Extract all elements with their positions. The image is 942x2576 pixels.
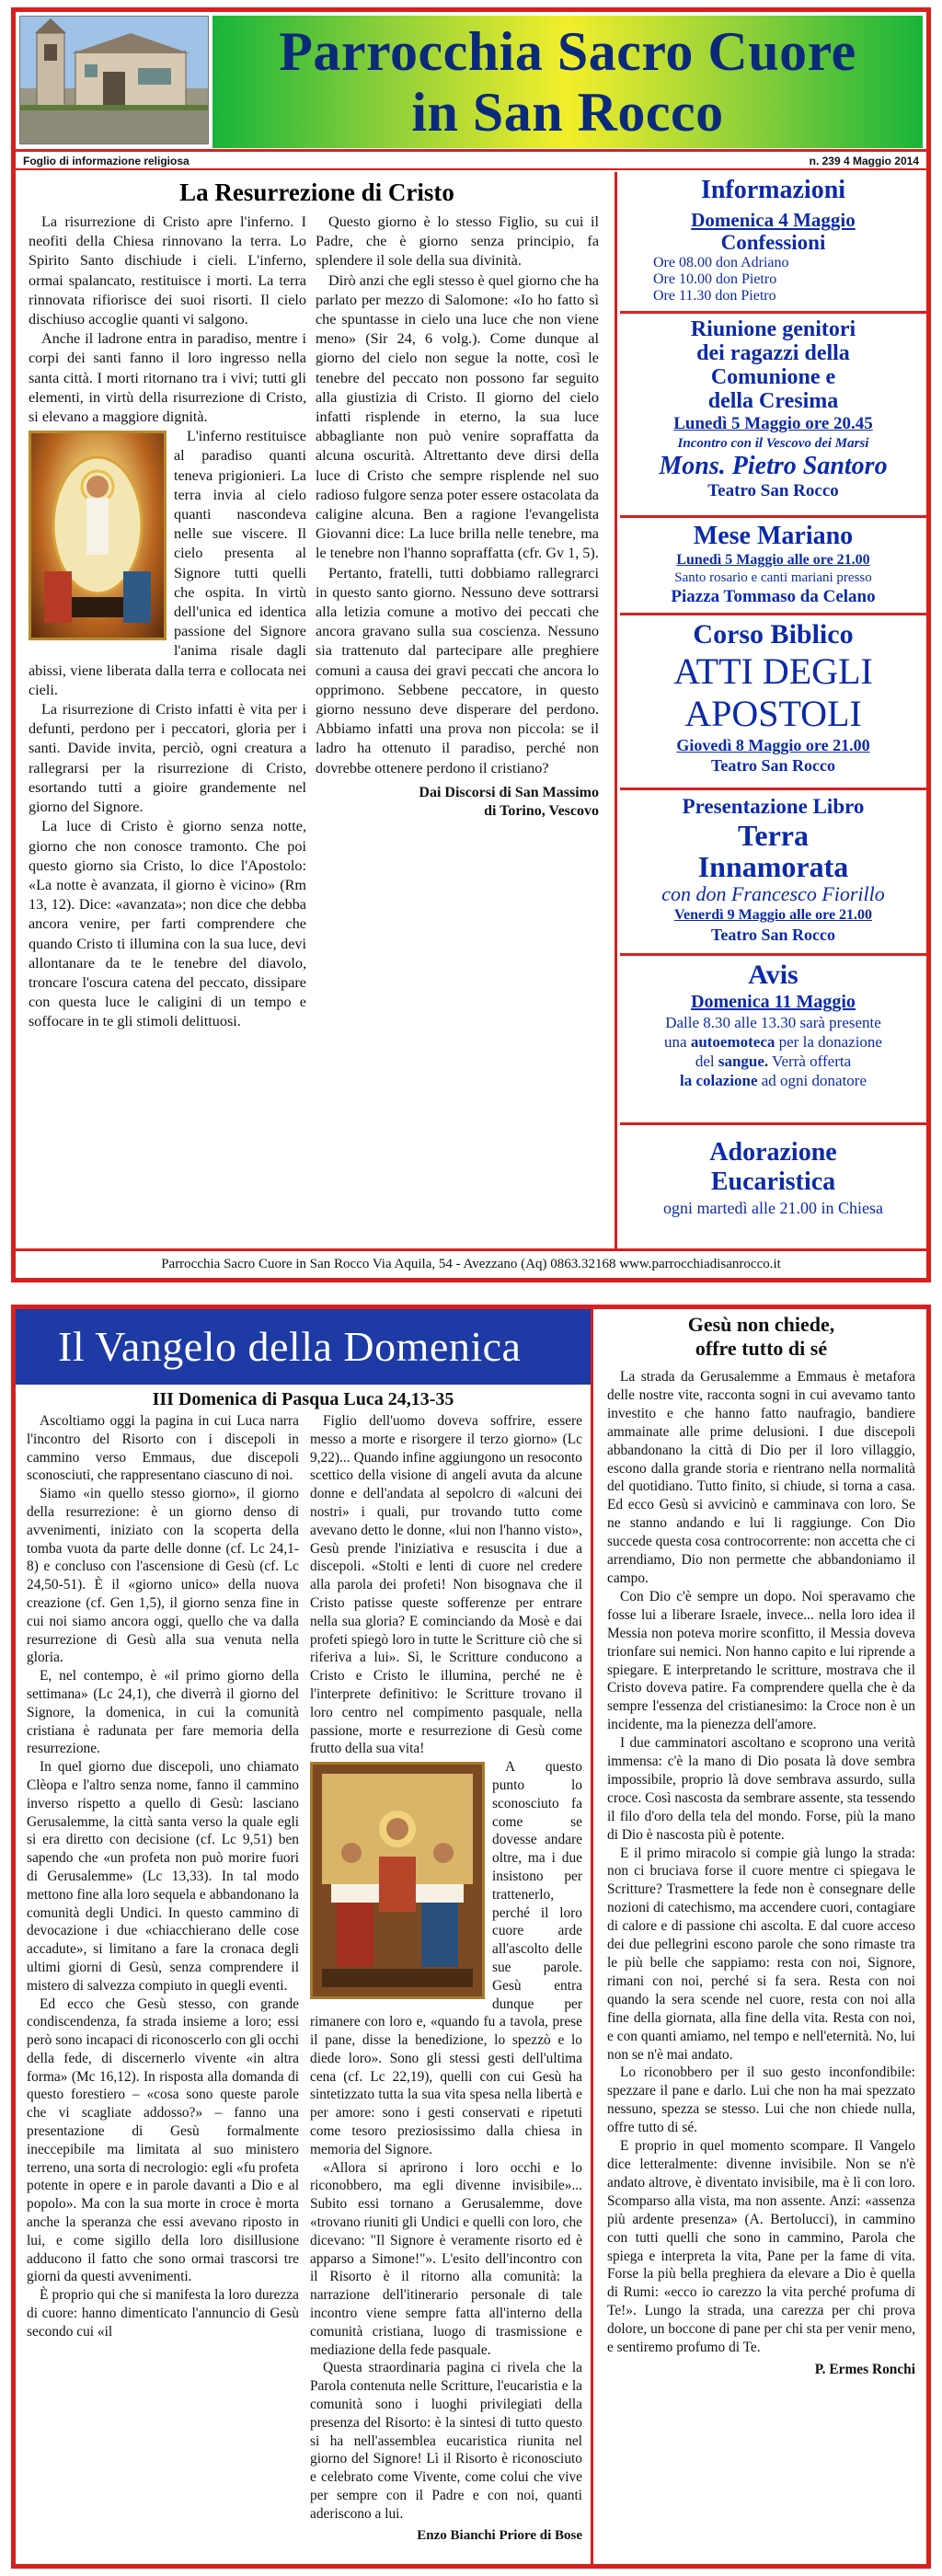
- avis-text-4: [626, 1071, 921, 1090]
- book-title-line-1: Terra: [737, 819, 809, 852]
- article-paragraph: Pertanto, fratelli, tutti dobbiamo rallegrarci in questo santo giorno. Nessuno deve sottrarsi alla letizia comune a motivo dei peccati che ancora gravano sulla sua coscienza. Nessuno sia trattenuto dal partecipare alle preghiere comuni a causa dei gravi peccati che ancora lo opprimono. Sebbene peccatore, in questo giorno nessuno deve disperare del perdono. Abbiamo infatti una prova non piccola: se il ladro ha ottenuto il paradiso, perché non dovrebbe ottenere perdono il cristiano?: [316, 564, 599, 776]
- emmaus-icon-image: [310, 1762, 485, 1999]
- presentazione-libro-box: [620, 790, 926, 956]
- avis-box: [620, 956, 926, 1125]
- signature-line-1: Dai Discorsi di San Massimo: [419, 784, 599, 800]
- riunione-title-line: Comunione e: [710, 365, 836, 389]
- avis-text-segment: Verrà offerta: [768, 1052, 852, 1070]
- corso-title: Corso Biblico: [693, 619, 854, 650]
- corso-place: Teatro San Rocco: [711, 756, 835, 775]
- confession-date: Domenica 4 Maggio: [691, 209, 856, 231]
- avis-date: Domenica 11 Maggio: [691, 992, 856, 1012]
- newsletter-subtitle: Foglio di informazione religiosa: [23, 155, 190, 167]
- informazioni-box: [620, 172, 926, 314]
- confession-time: Ore 08.00 don Adriano: [653, 255, 789, 270]
- libro-place: Teatro San Rocco: [711, 926, 835, 944]
- vangelo-paragraph: Questa straordinaria pagina ci rivela che la Parola contenuta nelle Scritture, l'eucaristia e la comunità sono i luoghi privilegiati della presenza del Risorto: è la sintesi di tutto questo si ha nell'assemblea eucaristica riunita nel giorno del Signore! Lì il Risorto è riconosciuto e celebrato come Vivente, come colui che vive per sempre con il Padre e con noi, quanti aderiscono a lui.: [310, 2360, 582, 2522]
- events-sidebar: [620, 172, 926, 1248]
- avis-text-1: Dalle 8.30 alle 13.30 sarà presente: [665, 1014, 881, 1031]
- article-paragraph: Anche il ladrone entra in paradiso, mentre i corpi dei santi fanno il loro ingresso nella santa città. I morti ritornano tra i vivi; tutti gli elementi, in virtù della risurrezione di Cristo, si elevano a maggiore dignità.: [29, 330, 306, 426]
- gesu-paragraph: E proprio in quel momento scompare. Il Vangelo dice letteralmente: divenne invisibile. Non se n'è andato altrove, è diventato invisibile, ma è lì con loro. Scomparso alla vista, ma non assente. Anzi: «assenza più ardente presenza» (A. Bertolucci), in cammino con tutti quelli che sono in cammino, Parola che spiega e interpreta la vita, Pane per la fame di vita. Forse la più bella preghiera da elevare a Dio è quella di Rumi: «ecco io carezzo la vita perché profuma di Te!». Lungo la strada, una carezza per chi prova dolore, un boccone di pane per chi sta per venir meno, e sentiremo profumo di Te.: [607, 2138, 915, 2356]
- vangelo-paragraph: In quel giorno due discepoli, uno chiamato Clèopa e l'altro senza nome, fanno il cammino inverso rispetto a quello di Gesù: lasciano Gerusalemme, la città santa verso la quale egli si era diretto con decisione (cf. Lc 9,51) ben sapendo che «un profeta non può morire fuori di Gerusalemme» (Lc 13,33). In tal modo mettono fine alla loro sequela e abbandonano la comunità degli Undici. In questo cammino di devocazione i due «chiacchierano delle cose accadute», si limitano a fare la cronaca degli ultimi giorni di Gesù, senza comprendere il mistero di salvezza compiuto in quegli eventi.: [27, 1759, 299, 1994]
- avis-text-3: [626, 1052, 921, 1071]
- vangelo-paragraph: Siamo «in quello stesso giorno», il giorno della resurrezione: è un giorno denso di avvenimenti, iniziato con la scoperta della tomba vuota da parte delle donne (cf. Lc 24,1-8) e concluso con l'ascensione di Gesù (cf. Lc 24,50-51). È il «giorno unico» della nuova creazione (cf. Gen 1,5), il giorno senza fine in cui noi siamo ancora oggi, quello che va dalla resurrezione di Gesù alla sua venuta nella gloria.: [27, 1486, 299, 1666]
- article-paragraph: La risurrezione di Cristo apre l'inferno. I neofiti della Chiesa rinnovano la terra. Lo Spirito Santo dischiude i cieli. L'inferno, ormai spalancato, restituisce i morti. La terra rinnovata rifiorisce dei suoi risorti. Il cielo dischiuso accoglie quanti vi salgono.: [29, 213, 306, 328]
- riunione-note: Incontro con il Vescovo dei Marsi: [677, 436, 869, 451]
- riunione-speaker: Mons. Pietro Santoro: [659, 452, 888, 480]
- emmaus-illustration: [313, 1765, 482, 1996]
- vangelo-paragraph: A questo punto lo sconosciuto fa come se dovesse andare oltre, ma i due insistono per trattenerlo, perché il loro cuore arde all'ascolto delle sue parole. Gesù entra dunque per rimanere con loro e, «quando fu a tavola, prese il pane, disse la benedizione, lo spezzò e lo diede loro». Sono gli stessi gesti dell'ultima cena (cf. Lc 22,19), quelli con cui Gesù ha sintetizzato tutta la sua vita spesa nella libertà e per amore: sono i gesti conservati e ripetuti come tesoro preziosissimo dalla chiesa in memoria del Signore.: [310, 1759, 582, 2157]
- vangelo-paragraph: Ed ecco che Gesù stesso, con grande condiscendenza, fa strada insieme a loro; essi però sono incapaci di riconoscerlo con gli occhi della fede, di discernerlo vivente «in altra forma» (Mc 16,12). In risposta alla domanda di questo forestiero – «cosa sono queste parole che vi scagliate addosso?» – fanno una presentazione di Gesù formalmente ineccepibile ma limitata al suo ministero terreno, una sorta di necrologio: egli «fu profeta potente in opere e in parole davanti a Dio e al popolo». Ma con la sua morte in croce è morta anche la speranza che essi avevano riposto in lui, e come sigillo della loro disillusione adducono il fatto che sono ormai trascorsi tre giorni da questi avvenimenti.: [27, 1995, 299, 2285]
- vangelo-signature: Enzo Bianchi Priore di Bose: [417, 2527, 582, 2543]
- vangelo-subtitle: III Domenica di Pasqua Luca 24,13-35: [152, 1389, 454, 1409]
- article-paragraph: La luce di Cristo è giorno senza notte, giorno che non conosce tramonto. Che poi questo giorno sia Cristo, lo dice l'Apostolo: «La notte è avanzata, il giorno è vicino» (Rm 13, 12). Dice: «avanzata»; non dice che debba ancora venire, per farti comprendere che quando Cristo ti illumina con la sua luce, devi allontanare da te le tenebre del diavolo, troncare l'oscura catena del peccato, dissipare con questa luce le caligini di un tempo e soffocare in te gli stimoli delittuosi.: [29, 818, 306, 1030]
- riunione-box: [620, 314, 926, 518]
- book-title-line-2: Innamorata: [697, 850, 849, 883]
- gesu-signature: P. Ermes Ronchi: [814, 2361, 915, 2377]
- gesu-paragraph: I due camminatori ascoltano e scoprono una verità immensa: c'è la mano di Dio posata là dove sembra impossibile, proprio là dove sembrava assurdo, sulla croce. Così nascosta da sembrare assente, sta tessendo il filo d'oro della tela del mondo. Forse, più la mano di Dio è nascosta più è potente.: [607, 1735, 915, 1843]
- gesu-paragraph: E il primo miracolo si compie già lungo la strada: non ci bruciava forse il cuore mentre ci spiegava le Scritture? Trasmettere la fede non è consegnare delle nozioni di catechismo, ma accendere cuori, contagiare di calore e di passione chi ascolta. E dal cuore acceso dei due pellegrini escono parole che sono rimaste tra le più belle che sappiamo: resta con noi, Signore, rimani con noi, perché si fa sera. Resta con noi quando la sera scende nel cuore, resta con noi alla fine della giornata, alla fine della vita. Resta con noi, e con quanti amiamo, nel tempo e nell'eternità. No, lui non se n'è mai andato.: [607, 1845, 915, 2063]
- church-photo: [19, 16, 209, 144]
- avis-text-segment: una: [664, 1033, 691, 1051]
- avis-text-bold: sangue.: [718, 1052, 769, 1070]
- article-paragraph: Questo giorno è lo stesso Figlio, su cui il Padre, che è giorno senza principio, fa splendere il sole della sua divinità.: [316, 213, 599, 270]
- vangelo-paragraph: Figlio dell'uomo doveva soffrire, essere messo a morte e risorgere il terzo giorno» (Lc 9,22)... Quando infine aggiungono un resoconto scettico della visione di angeli avuta da alcune donne e dell'andata al sepolcro di «alcuni dei nostri» i quali, pur trovando tutto come avevano detto le donne, «lui non l'hanno visto», Gesù prende l'iniziativa e resuscita i due a discepoli. «Stolti e lenti di cuore nel credere alla parola dei profeti! Non bisognava che il Cristo patisse queste sofferenze per entrare nella sua gloria? E cominciando da Mosè e dai profeti spiegò loro in tutte le Scritture ciò che si riferiva a lui». Sì, le Scritture conducono a Cristo e Cristo le illumina, perché ne è l'interprete definitivo: le Scritture trovano il loro centro nel compimento pasquale, nella passione, morte e resurrezione di Gesù come frutto della sua vita!: [310, 1413, 582, 1757]
- article-title: La Resurrezione di Cristo: [179, 178, 454, 206]
- avis-text-segment: per la donazione: [775, 1033, 882, 1051]
- church-illustration: [20, 17, 209, 144]
- informazioni-title: Informazioni: [700, 176, 846, 204]
- mariano-title: Mese Mariano: [693, 522, 854, 550]
- confession-title: Confessioni: [720, 231, 826, 254]
- issue-strip: [16, 152, 926, 170]
- mariano-place: Piazza Tommaso da Celano: [671, 587, 876, 606]
- parish-title-line-2: in San Rocco: [411, 82, 724, 143]
- avis-text-segment: del: [695, 1052, 718, 1070]
- gesu-paragraph: La strada da Gerusalemme a Emmaus è metafora delle nostre vite, racconta sogni in cui avevamo tanto investito e che hanno fatto naufragio, bandiere ammainate alle prime delusioni. I due discepoli abbandonano la città di Dio per il loro villaggio, escono dalla grande storia e rientrano nella normalità del quotidiano. Tutto finito, si chiude, si torna a casa. Ed ecco Gesù si avvicinò e camminava con loro. Se ne stanno andando e lui li raggiunge. Con Dio succede questa cosa controcorrente: non accetta che ci arrendiamo, Dio non permette che abbandoniamo il campo.: [607, 1369, 915, 1586]
- article-column-2: [316, 213, 599, 1179]
- gesu-paragraph: Con Dio c'è sempre un dopo. Noi speravamo che fosse lui a liberare Israele, invece... nella loro idea il Messia non poteva morire sconfitto, il Messia doveva trionfare sui nemici. Non hanno capito e lui riprende a spiegare. E interpretando le scritture, mostrava che il Cristo doveva patire. Fa comprendere quella che è da sempre l'essenza del cristianesimo: la Croce non è un incidente, ma la pienezza dell'amore.: [607, 1588, 915, 1733]
- riunione-title-line: della Cresima: [707, 389, 839, 413]
- newsletter-page-1: [11, 7, 931, 1282]
- confession-time: Ore 11.30 don Pietro: [653, 288, 776, 304]
- vangelo-paragraph: È proprio qui che si manifesta la loro durezza di cuore: hanno dimenticato l'annuncio di Gesù secondo cui «il: [27, 2287, 299, 2340]
- vangelo-section: [16, 1309, 593, 2564]
- resurrection-icon-image: [29, 431, 167, 640]
- corso-biblico-box: [620, 615, 926, 790]
- libro-date: Venerdì 9 Maggio alle ore 21.00: [673, 907, 873, 923]
- vangelo-column-1: [27, 1412, 299, 2545]
- avis-title: Avis: [748, 960, 798, 990]
- gesu-title: [607, 1313, 915, 1361]
- parish-address-footer: Parrocchia Sacro Cuore in San Rocco Via Aquila, 54 - Avezzano (Aq) 0863.32168 www.parrocchiadisanrocco.it: [16, 1248, 926, 1278]
- article-paragraph: Dirò anzi che egli stesso è quel giorno che ha parlato per mezzo di Salomone: «Io ho fatto sì che spuntasse in cielo una luce che non viene meno» (Sir 24, 6 volg.). Come dunque al giorno del cielo non segue la notte, così le tenebre del peccato non possono far seguito alla giustizia di Cristo. Il giorno del cielo infatti risplende in eterno, la sua luce abbagliante non può venire sopraffatta da alcuna oscurità. Altrettanto deve dirsi della luce di Cristo che sempre risplende nel suo radioso fulgore senza poter essere ostacolata da caligine alcuna. Ben a ragione l'evangelista Giovanni dice: La luce brilla nelle tenebre, ma le tenebre non l'hanno sopraffatta (cfr. Gv 1, 5).: [316, 271, 599, 562]
- gesu-title-line-1: Gesù non chiede,: [687, 1313, 835, 1336]
- confession-time: Ore 10.00 don Pietro: [653, 271, 777, 287]
- article-paragraph: La risurrezione di Cristo infatti è vita per i defunti, perdono per i peccatori, gloria per i santi. Davide invita, perciò, ogni creatura a rallegrarsi per la risurrezione di Cristo, esortando tutti a gioire grandemente nel giorno del Signore.: [29, 701, 306, 816]
- corso-subject-line-1: ATTI DEGLI: [673, 650, 873, 692]
- gesu-article: [596, 1309, 926, 2564]
- libro-title: Presentazione Libro: [682, 795, 865, 818]
- mese-mariano-box: [620, 518, 926, 615]
- corso-date: Giovedì 8 Maggio ore 21.00: [676, 736, 870, 754]
- vangelo-paragraph: Ascoltiamo oggi la pagina in cui Luca narra l'incontro del Risorto con i discepoli in cammino verso Emmaus, due discepoli sconosciuti, che rappresentano ciascuno di noi.: [27, 1413, 299, 1484]
- parish-title-line-1: Parrocchia Sacro Cuore: [279, 21, 856, 82]
- vangelo-banner: Il Vangelo della Domenica: [16, 1309, 591, 1385]
- mariano-note: Santo rosario e canti mariani presso: [674, 570, 872, 585]
- adorazione-title-line-1: Adorazione: [709, 1138, 837, 1167]
- riunione-title-line: Riunione genitori: [690, 317, 856, 341]
- avis-text-bold: la colazione: [679, 1072, 758, 1089]
- article-column-1: [29, 213, 306, 1179]
- resurrection-illustration: [31, 433, 164, 638]
- avis-text-2: [626, 1032, 921, 1052]
- issue-number-date: n. 239 4 Maggio 2014: [809, 155, 919, 167]
- riunione-date: Lunedì 5 Maggio ore 20.45: [673, 414, 873, 433]
- riunione-place: Teatro San Rocco: [707, 481, 839, 500]
- vangelo-column-2: [310, 1412, 582, 2545]
- title-banner: [213, 16, 923, 148]
- mariano-date: Lunedì 5 Maggio alle ore 21.00: [676, 552, 870, 568]
- gesu-paragraph: Lo riconobbero per il suo gesto inconfondibile: spezzare il pane e darlo. Lui che non ha mai spezzato nessuno, spezza se stesso. Lui che non chiede nulla, offre tutto di sé.: [607, 2064, 915, 2136]
- resurrection-article: [16, 172, 617, 1248]
- corso-subject-line-2: APOSTOLI: [684, 693, 862, 734]
- book-author: con don Francesco Fiorillo: [661, 882, 885, 905]
- signature-line-2: di Torino, Vescovo: [484, 802, 599, 819]
- adorazione-schedule: ogni martedì alle 21.00 in Chiesa: [663, 1199, 883, 1217]
- gesu-body: [607, 1368, 915, 2379]
- adorazione-title-line-2: Eucaristica: [710, 1167, 836, 1196]
- masthead: [16, 12, 926, 152]
- vangelo-paragraph: E, nel contempo, è «il primo giorno della settimana» (Lc 24,1), che diverrà il giorno del Signore, la domenica, in cui la comunità cristiana è radunata per fare memoria della resurrezione.: [27, 1668, 299, 1757]
- avis-text-segment: ad ogni donatore: [757, 1072, 867, 1089]
- riunione-title-line: dei ragazzi della: [696, 341, 850, 365]
- vangelo-paragraph: «Allora si aprirono i loro occhi e lo riconobbero, ma egli divenne invisibile»... Subito essi tornano a Gerusalemme, dove «trovano riuniti gli Undici e quelli con loro, che dicevano: "Il Signore è veramente risorto ed è apparso a Simone!"». L'esito dell'incontro con il Risorto è il ritorno alla comunità: la narrazione dell'itinerario personale di tale incontro viene sempre fatta all'interno della comunità cristiana, luogo di trasmissione e mediazione della fede pasquale.: [310, 2159, 582, 2358]
- article-paragraph: L'inferno restituisce al paradiso quanti teneva prigionieri. La terra invia al cielo quanti nascondeva nelle sue viscere. Il cielo presenta al Signore tutti quelli che ospita. In virtù dell'unica ed identica passione del Signore l'anima risale dagli abissi, viene liberata dalla terra e collocata nei cieli.: [29, 428, 306, 698]
- adorazione-box: [620, 1125, 926, 1245]
- article-signature: [316, 784, 599, 821]
- newsletter-page-2: [11, 1305, 931, 2569]
- avis-text-bold: autoemoteca: [690, 1033, 775, 1051]
- gesu-title-line-2: offre tutto di sé: [695, 1337, 828, 1360]
